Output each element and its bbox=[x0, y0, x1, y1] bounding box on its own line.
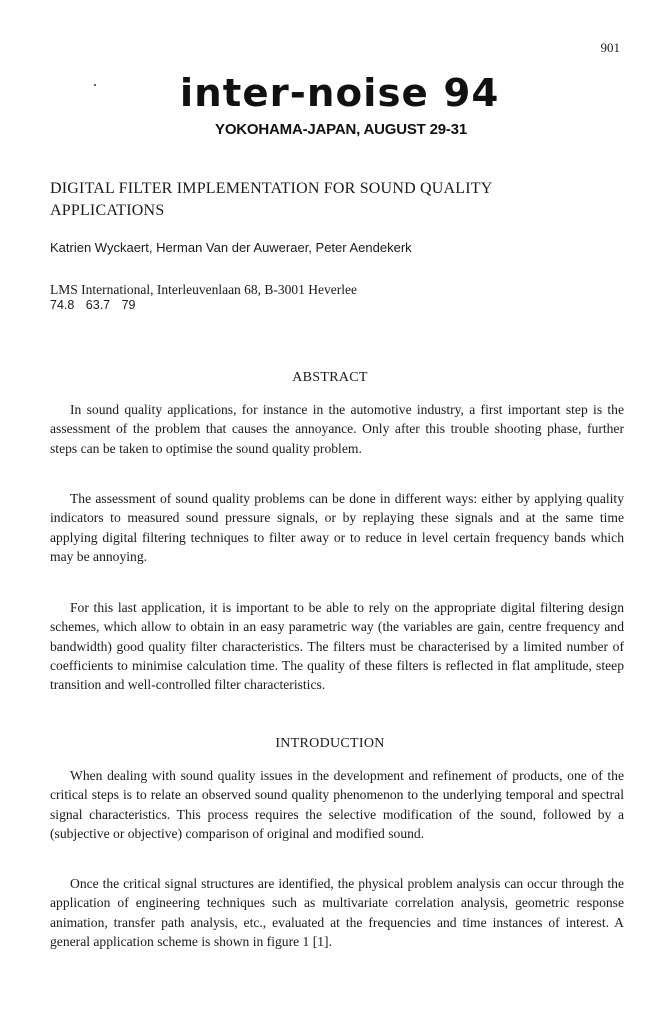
abstract-paragraph-1: In sound quality applications, for instance in the automotive industry, a first important step is the assessment of the problem that causes the annoyance. Only after this trouble shooting phase, further steps can be taken to optimise the sound quality problem. bbox=[50, 402, 624, 456]
introduction-heading: INTRODUCTION bbox=[275, 736, 385, 751]
paper-affiliation: LMS International, Interleuvenlaan 68, B-3001 Heverlee bbox=[50, 282, 358, 297]
paper-title bbox=[50, 178, 610, 222]
abstract-paragraph-3: For this last application, it is important to be able to rely on the appropriate digital filtering design schemes, which allow to obtain in an easy parametric way (the variables are gain, centre frequency and bandwidth) good quality filter characteristics. The filters must be characterised by a limited number of coefficients to minimise calculation time. The quality of these filters is reflected in flat amplitude, steep transition and well-controlled filter characteristics. bbox=[50, 600, 624, 693]
conference-location-date bbox=[0, 121, 660, 138]
conference-logo bbox=[0, 71, 660, 115]
page-number: 901 bbox=[600, 40, 620, 55]
introduction-paragraph-2: Once the critical signal structures are identified, the physical problem analysis can occur through the application of engineering techniques such as multivariate correlation analysis, geometric response animation, transfer path analysis, etc., evaluated at the frequencies and time instances of interest. A general application scheme is shown in figure 1 [1]. bbox=[50, 876, 624, 949]
classification-codes: 74.8 63.7 79 bbox=[50, 298, 136, 312]
paper-title-line-2: APPLICATIONS bbox=[50, 202, 165, 219]
paper-title-line-1: DIGITAL FILTER IMPLEMENTATION FOR SOUND QUALITY bbox=[50, 180, 493, 197]
paper-authors: Katrien Wyckaert, Herman Van der Auweraer, Peter Aendekerk bbox=[50, 240, 412, 255]
introduction-paragraph-1: When dealing with sound quality issues in the development and refinement of products, one of the critical steps is to relate an observed sound quality phenomenon to the underlying temporal and spectral signal characteristics. This process requires the selective modification of the sound, followed by a (subjective or objective) comparison of original and modified sound. bbox=[50, 768, 624, 841]
abstract-heading: ABSTRACT bbox=[292, 370, 368, 385]
conference-location-date-text: YOKOHAMA-JAPAN, AUGUST 29-31 bbox=[215, 121, 467, 138]
conference-logo-text: inter-noise 94 bbox=[180, 71, 500, 115]
abstract-paragraph-2: The assessment of sound quality problems can be done in different ways: either by applying quality indicators to measured sound pressure signals, or by replaying these signals and at the same time applying digital filtering techniques to filter away or to reduce in level certain frequency bands which may be annoying. bbox=[50, 491, 624, 564]
